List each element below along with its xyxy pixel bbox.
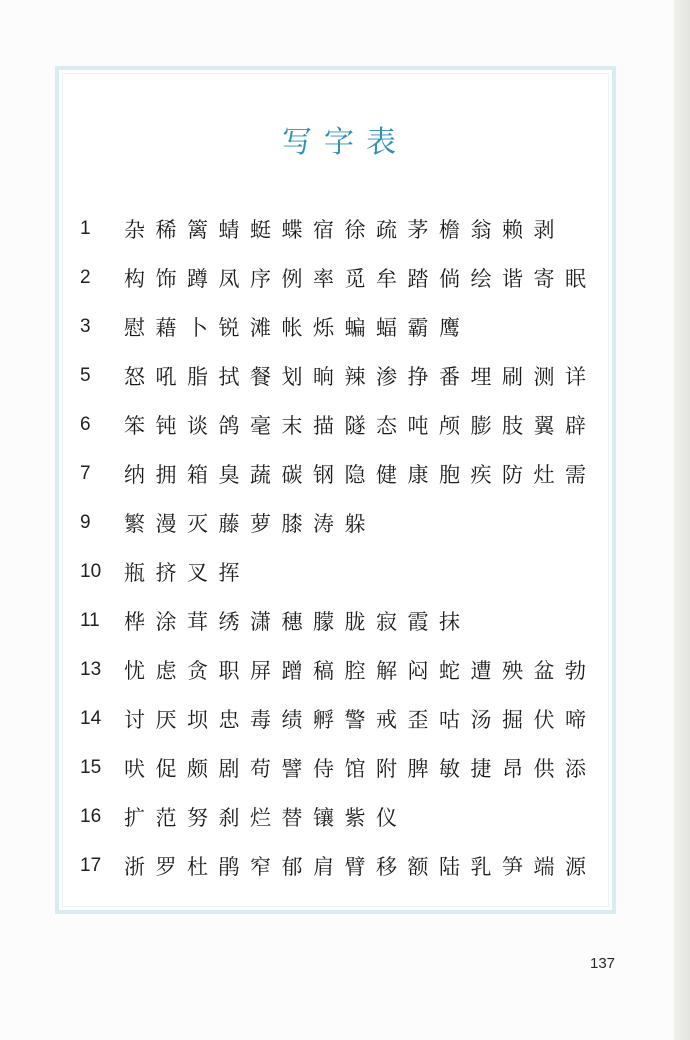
lesson-number: 9 [80,511,91,533]
lesson-characters: 纳拥箱臭蔬碳钢隐健康胞疾防灶需 [124,462,597,487]
lesson-row-15 [78,743,598,792]
lesson-characters: 笨钝谈鸽毫末描隧态吨颅膨肢翼辟 [124,413,597,438]
lesson-number: 5 [80,364,91,386]
lesson-characters: 杂稀篱蜻蜓蝶宿徐疏茅檐翁赖剥 [124,217,565,242]
lesson-characters: 讨厌坝忠毒绩孵警戒歪咕汤掘伏啼 [124,707,597,732]
lesson-characters: 浙罗杜鹃窄郁肩臂移额陆乳笋端源 [124,854,597,879]
lesson-characters: 构饰蹲凤序例率觅牟踏倘绘谐寄眠 [124,266,597,291]
lesson-number: 7 [80,462,91,484]
lesson-row-7 [78,449,598,498]
lesson-row-9 [78,498,598,547]
lesson-number: 6 [80,413,91,435]
lesson-number: 3 [80,315,91,337]
lesson-characters: 吠促颇剧苟譬侍馆附脾敏捷昂供添 [124,756,597,781]
lesson-row-16 [78,792,598,841]
lesson-row-6 [78,400,598,449]
lesson-characters: 繁漫灭藤萝膝涛躲 [124,511,376,536]
lesson-characters: 瓶挤叉挥 [124,560,250,585]
lesson-row-1 [78,204,598,253]
lesson-number: 11 [80,609,100,631]
lesson-row-17 [78,841,598,890]
lesson-number: 15 [80,756,102,778]
page-number: 137 [590,955,616,972]
lesson-number: 13 [80,658,102,680]
character-list [78,204,598,890]
lesson-characters: 怒吼脂拭餐划晌辣渗挣番埋刷测详 [124,364,597,389]
lesson-number: 17 [80,854,102,876]
lesson-number: 1 [80,217,91,239]
lesson-number: 10 [80,560,102,582]
lesson-number: 16 [80,805,102,827]
lesson-row-10 [78,547,598,596]
page-title: 写字表 [282,125,408,160]
lesson-characters: 扩范努刹烂替镶紫仪 [124,805,408,830]
lesson-row-2 [78,253,598,302]
lesson-row-11 [78,596,598,645]
lesson-number: 14 [80,707,102,729]
lesson-characters: 忧虑贪职屏蹭稿腔解闷蛇遭殃盆勃 [124,658,597,683]
lesson-characters: 慰藉卜锐滩帐烁蝙蝠霸鹰 [124,315,471,340]
lesson-row-5 [78,351,598,400]
lesson-row-13 [78,645,598,694]
lesson-number: 2 [80,266,91,288]
lesson-characters: 桦涂茸绣潇穗朦胧寂霞抹 [124,609,471,634]
lesson-row-14 [78,694,598,743]
lesson-row-3 [78,302,598,351]
